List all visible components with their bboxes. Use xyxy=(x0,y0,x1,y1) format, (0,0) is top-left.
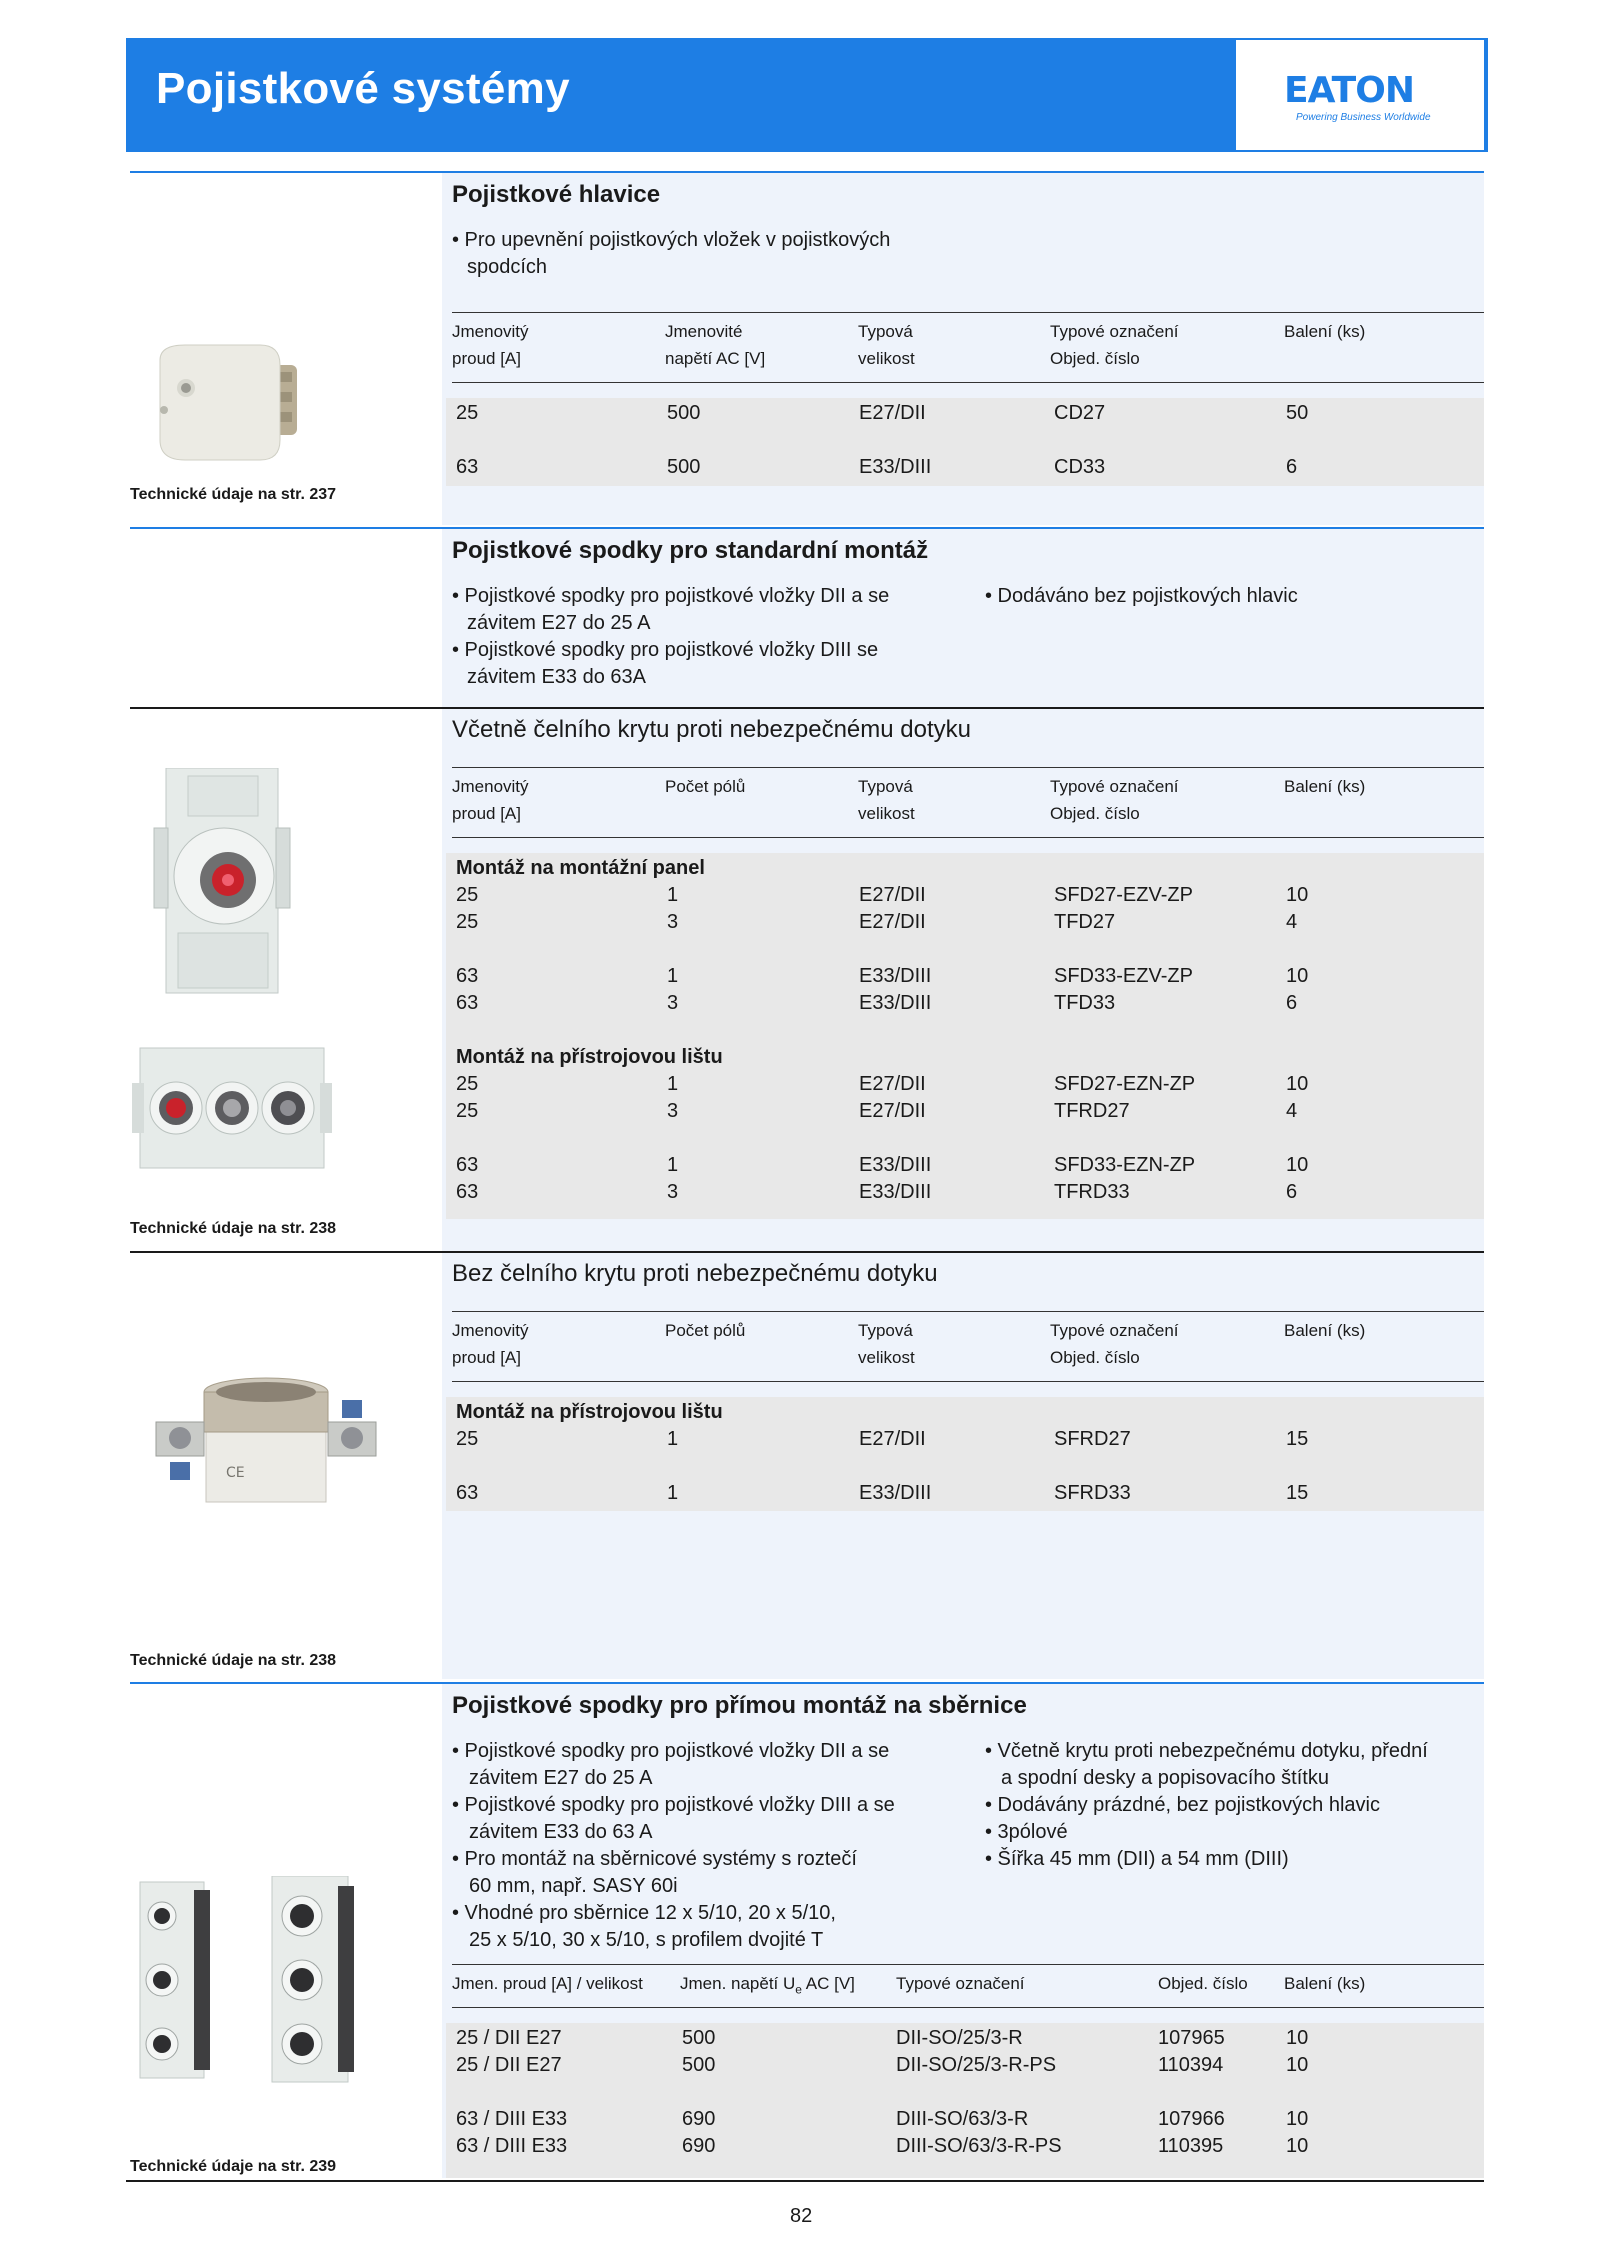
cell: 3 xyxy=(667,911,679,933)
cell: 25 / DII E27 xyxy=(456,2054,562,2076)
cell: 1 xyxy=(667,884,679,906)
cell: 3 xyxy=(667,1181,679,1203)
cell: 6 xyxy=(1286,1181,1298,1203)
col-header: Objed. číslo xyxy=(1158,1974,1248,1993)
col-header: Typové označení xyxy=(1050,322,1179,341)
fuse-cap-image xyxy=(150,320,310,470)
svg-text:CE: CE xyxy=(226,1465,245,1481)
cell: 107966 xyxy=(1158,2108,1225,2130)
cell: TFD27 xyxy=(1054,911,1116,933)
cell: 25 xyxy=(456,1428,479,1450)
cell: 63 xyxy=(456,456,479,478)
cell: 6 xyxy=(1286,992,1298,1014)
cell: 10 xyxy=(1286,2027,1309,2049)
cell: 10 xyxy=(1286,965,1309,987)
col-header: Balení (ks) xyxy=(1284,777,1366,796)
bullet-text: • 3pólové xyxy=(985,1821,1068,1843)
cell: SFD27-EZV-ZP xyxy=(1054,884,1193,906)
cell: 10 xyxy=(1286,2135,1309,2157)
cell: 110395 xyxy=(1158,2135,1224,2157)
tech-note: Technické údaje na str. 237 xyxy=(130,486,337,503)
bullet-text: • Dodávány prázdné, bez pojistkových hlavic xyxy=(985,1794,1380,1816)
cell: 110394 xyxy=(1158,2054,1224,2076)
group-heading: Montáž na přístrojovou lištu xyxy=(456,1046,723,1068)
cell: 63 xyxy=(456,965,479,987)
cell: CD33 xyxy=(1054,456,1106,478)
col-header: Typové označení xyxy=(896,1974,1025,1993)
table-body xyxy=(446,398,1484,486)
cell: 1 xyxy=(667,965,679,987)
cell: CD27 xyxy=(1054,402,1106,424)
subsection-title: Bez čelního krytu proti nebezpečnému dotyku xyxy=(452,1260,938,1287)
col-header: Objed. číslo xyxy=(1050,349,1140,368)
cell: SFRD27 xyxy=(1054,1428,1131,1450)
bullet-text: • Pojistkové spodky pro pojistkové vložky DII a se xyxy=(452,1740,890,1762)
cell: TFD33 xyxy=(1054,992,1116,1014)
tech-note: Technické údaje na str. 238 xyxy=(130,1220,337,1237)
cell: 25 xyxy=(456,1100,479,1122)
section-title: Pojistkové hlavice xyxy=(452,181,661,208)
col-header: Typová xyxy=(858,1321,913,1340)
bullet-text: • Šířka 45 mm (DII) a 54 mm (DIII) xyxy=(985,1848,1289,1870)
table-rule xyxy=(452,2007,1484,2008)
bullet-text: a spodní desky a popisovacího štítku xyxy=(1001,1767,1329,1789)
bullet-text: spodcích xyxy=(467,256,548,278)
tech-note: Technické údaje na str. 238 xyxy=(130,1652,337,1669)
cell: SFRD33 xyxy=(1054,1482,1131,1504)
table-rule xyxy=(452,837,1484,838)
cell: 25 / DII E27 xyxy=(456,2027,562,2049)
logo-wordmark: EATON xyxy=(1284,70,1414,111)
subsection-title: Včetně čelního krytu proti nebezpečnému dotyku xyxy=(452,716,971,743)
cell: DII-SO/25/3-R xyxy=(896,2027,1023,2049)
subsection-divider xyxy=(130,707,1484,709)
cell: E27/DII xyxy=(859,884,926,906)
col-header: Typová xyxy=(858,777,913,796)
cell: SFD33-EZV-ZP xyxy=(1054,965,1193,987)
bullet-text: závitem E33 do 63 A xyxy=(469,1821,653,1843)
bullet-text: • Vhodné pro sběrnice 12 x 5/10, 20 x 5/10, xyxy=(452,1902,836,1924)
col-header: proud [A] xyxy=(452,349,521,368)
page-number: 82 xyxy=(790,2205,813,2227)
col-header: Balení (ks) xyxy=(1284,1974,1366,1993)
cell: 63 xyxy=(456,1482,479,1504)
cell: 3 xyxy=(667,1100,679,1122)
cell: 1 xyxy=(667,1428,679,1450)
fuse-base-panel-image xyxy=(148,768,298,998)
bullet-text: • Pojistkové spodky pro pojistkové vložky DIII se xyxy=(452,639,879,661)
cell: 50 xyxy=(1286,402,1309,424)
col-header: Objed. číslo xyxy=(1050,804,1140,823)
bullet-text: • Pro upevnění pojistkových vložek v pojistkových xyxy=(452,229,891,251)
cell: DII-SO/25/3-R-PS xyxy=(896,2054,1057,2076)
col-header xyxy=(680,1970,855,2003)
table-rule xyxy=(452,1311,1484,1312)
section-title: Pojistkové spodky pro standardní montáž xyxy=(452,537,929,564)
cell: 15 xyxy=(1286,1428,1309,1450)
col-header: Jmenovitý xyxy=(452,322,529,341)
cell: E27/DII xyxy=(859,1100,926,1122)
cell: E33/DIII xyxy=(859,1181,932,1203)
col-header: velikost xyxy=(858,1348,915,1367)
cell: 25 xyxy=(456,402,479,424)
table-rule xyxy=(452,382,1484,383)
table-rule xyxy=(452,1964,1484,1965)
tech-note: Technické údaje na str. 239 xyxy=(130,2158,337,2175)
cell: 1 xyxy=(667,1154,679,1176)
cell: TFRD27 xyxy=(1054,1100,1130,1122)
logo-tagline: Powering Business Worldwide xyxy=(1296,112,1431,123)
eaton-logo xyxy=(1236,40,1484,150)
col-header: Jmen. proud [A] / velikost xyxy=(452,1974,643,1993)
cell: 63 / DIII E33 xyxy=(456,2135,568,2157)
col-header: proud [A] xyxy=(452,804,521,823)
col-header: Jmenovitý xyxy=(452,777,529,796)
cell: E33/DIII xyxy=(859,965,932,987)
table-body xyxy=(446,853,1484,1219)
busbar-fuse-base-image xyxy=(132,1876,362,2086)
cell: E33/DIII xyxy=(859,1154,932,1176)
bullet-text: • Pojistkové spodky pro pojistkové vložky DIII a se xyxy=(452,1794,895,1816)
cell: SFD33-EZN-ZP xyxy=(1054,1154,1196,1176)
cell: 25 xyxy=(456,884,479,906)
cell: 1 xyxy=(667,1482,679,1504)
col-header: Jmenovitý xyxy=(452,1321,529,1340)
fuse-base-open-image xyxy=(146,1352,386,1512)
fuse-base-rail-image xyxy=(132,1038,332,1178)
col-header: Balení (ks) xyxy=(1284,322,1366,341)
cell: 500 xyxy=(682,2054,716,2076)
table-rule xyxy=(452,767,1484,768)
cell: E27/DII xyxy=(859,402,926,424)
cell: DIII-SO/63/3-R-PS xyxy=(896,2135,1062,2157)
col-header-text: Jmen. napětí U xyxy=(680,1974,796,1993)
cell: 690 xyxy=(682,2135,716,2157)
cell: 63 / DIII E33 xyxy=(456,2108,568,2130)
cell: 63 xyxy=(456,992,479,1014)
col-header: napětí AC [V] xyxy=(665,349,766,368)
bullet-text: 60 mm, např. SASY 60i xyxy=(469,1875,678,1897)
cell: E33/DIII xyxy=(859,992,932,1014)
cell: 10 xyxy=(1286,884,1309,906)
cell: 4 xyxy=(1286,911,1298,933)
col-header: velikost xyxy=(858,349,915,368)
col-header: Počet pólů xyxy=(665,777,746,796)
col-header: Počet pólů xyxy=(665,1321,746,1340)
cell: E27/DII xyxy=(859,911,926,933)
cell: E27/DII xyxy=(859,1073,926,1095)
col-header: Jmenovité xyxy=(665,322,743,341)
col-header: velikost xyxy=(858,804,915,823)
table-rule xyxy=(452,312,1484,313)
cell: 1 xyxy=(667,1073,679,1095)
cell: 25 xyxy=(456,911,479,933)
col-header: Objed. číslo xyxy=(1050,1348,1140,1367)
page-title: Pojistkové systémy xyxy=(156,64,570,113)
footer-rule xyxy=(126,2180,1484,2182)
cell: 63 xyxy=(456,1154,479,1176)
bullet-text: závitem E27 do 25 A xyxy=(467,612,651,634)
cell: 6 xyxy=(1286,456,1298,478)
bullet-text: • Pro montáž na sběrnicové systémy s roztečí xyxy=(452,1848,857,1870)
bullet-text: závitem E33 do 63A xyxy=(467,666,646,688)
cell: 500 xyxy=(667,456,701,478)
cell: 107965 xyxy=(1158,2027,1225,2049)
col-header-text: AC [V] xyxy=(801,1974,855,1993)
col-header: Typové označení xyxy=(1050,1321,1179,1340)
col-header: Typová xyxy=(858,322,913,341)
cell: 63 xyxy=(456,1181,479,1203)
cell: 15 xyxy=(1286,1482,1309,1504)
bullet-text: • Včetně krytu proti nebezpečnému dotyku, přední xyxy=(985,1740,1428,1762)
bullet-text: • Pojistkové spodky pro pojistkové vložky DII a se xyxy=(452,585,890,607)
cell: E33/DIII xyxy=(859,456,932,478)
cell: 25 xyxy=(456,1073,479,1095)
section-title: Pojistkové spodky pro přímou montáž na sběrnice xyxy=(452,1692,1027,1719)
cell: 10 xyxy=(1286,2108,1309,2130)
bullet-text: • Dodáváno bez pojistkových hlavic xyxy=(985,585,1298,607)
cell: DIII-SO/63/3-R xyxy=(896,2108,1029,2130)
col-header: Balení (ks) xyxy=(1284,1321,1366,1340)
col-header: Typové označení xyxy=(1050,777,1179,796)
col-header-subscript: e xyxy=(795,1982,802,1997)
subsection-divider xyxy=(130,1251,1484,1253)
cell: 10 xyxy=(1286,1154,1309,1176)
cell: SFD27-EZN-ZP xyxy=(1054,1073,1196,1095)
group-heading: Montáž na montážní panel xyxy=(456,857,705,879)
group-heading: Montáž na přístrojovou lištu xyxy=(456,1401,723,1423)
cell: E27/DII xyxy=(859,1428,926,1450)
bullet-text: závitem E27 do 25 A xyxy=(469,1767,653,1789)
cell: E33/DIII xyxy=(859,1482,932,1504)
cell: TFRD33 xyxy=(1054,1181,1130,1203)
bullet-text: 25 x 5/10, 30 x 5/10, s profilem dvojité T xyxy=(469,1929,824,1951)
cell: 3 xyxy=(667,992,679,1014)
cell: 690 xyxy=(682,2108,716,2130)
table-rule xyxy=(452,1381,1484,1382)
cell: 10 xyxy=(1286,1073,1309,1095)
cell: 500 xyxy=(682,2027,716,2049)
cell: 4 xyxy=(1286,1100,1298,1122)
col-header: proud [A] xyxy=(452,1348,521,1367)
cell: 500 xyxy=(667,402,701,424)
cell: 10 xyxy=(1286,2054,1309,2076)
